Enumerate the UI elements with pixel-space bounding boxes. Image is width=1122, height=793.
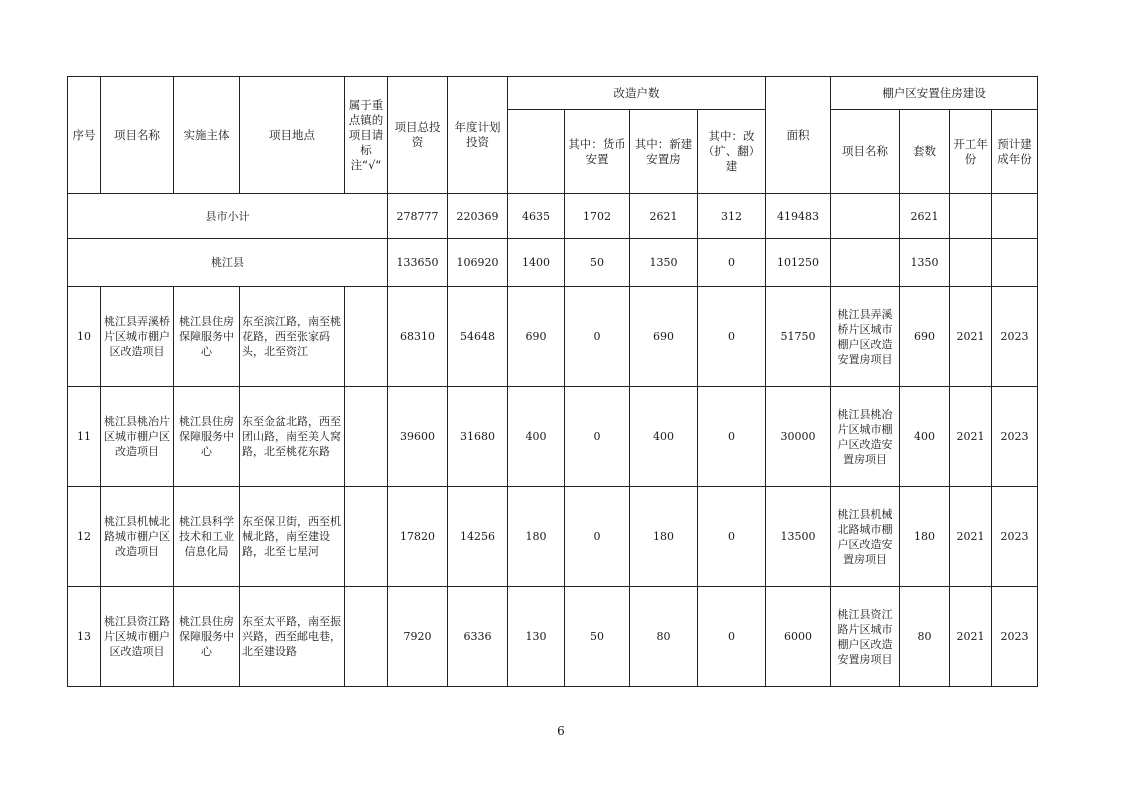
table-row [68,587,1038,687]
summary-hh-renovate: 312 [698,194,766,239]
cell-hh-renovate: 0 [698,387,766,487]
summary-h-units: 2621 [900,194,950,239]
header-area: 面积 [766,77,831,194]
cell-area: 51750 [766,287,831,387]
header-key-town: 属于重点镇的项目请标注“√“ [345,77,388,194]
summary-h-finish [992,239,1038,287]
cell-key-town [345,387,388,487]
header-project-name: 项目名称 [101,77,174,194]
cell-total-invest: 7920 [388,587,448,687]
cell-h-name: 桃江县机械北路城市棚户区改造安置房项目 [831,487,900,587]
cell-hh-new: 80 [630,587,698,687]
summary-h-start [950,239,992,287]
summary-hh-renovate: 0 [698,239,766,287]
cell-location: 东至保卫街，西至机械北路，南至建设路，北至七星河 [240,487,345,587]
cell-hh-new: 400 [630,387,698,487]
cell-hh-renovate: 0 [698,287,766,387]
cell-seq: 13 [68,587,101,687]
cell-location: 东至太平路，南至振兴路，西至邮电巷，北至建设路 [240,587,345,687]
cell-seq: 11 [68,387,101,487]
project-table [67,76,1038,687]
table-row [68,487,1038,587]
cell-project-name: 桃江县资江路片区城市棚户区改造项目 [101,587,174,687]
cell-hh-renovate: 0 [698,587,766,687]
header-housing-finish: 预计建成年份 [992,110,1038,194]
header-housing: 棚户区安置住房建设 [831,77,1038,110]
cell-households: 180 [508,487,565,587]
cell-seq: 12 [68,487,101,587]
cell-hh-new: 180 [630,487,698,587]
summary-h-name [831,239,900,287]
summary-annual-invest: 106920 [448,239,508,287]
summary-row [68,239,1038,287]
header-housing-start: 开工年份 [950,110,992,194]
cell-area: 30000 [766,387,831,487]
summary-hh-cash: 50 [565,239,630,287]
header-hh-renovate: 其中：改（扩、翻）建 [698,110,766,194]
cell-location: 东至滨江路，南至桃花路，西至张家码头，北至资江 [240,287,345,387]
cell-h-units: 400 [900,387,950,487]
summary-households: 1400 [508,239,565,287]
cell-h-start: 2021 [950,287,992,387]
cell-total-invest: 39600 [388,387,448,487]
summary-area: 101250 [766,239,831,287]
cell-hh-cash: 50 [565,587,630,687]
summary-area: 419483 [766,194,831,239]
cell-h-start: 2021 [950,487,992,587]
cell-h-name: 桃江县弄溪桥片区城市棚户区改造安置房项目 [831,287,900,387]
table-row [68,287,1038,387]
header-hh-cash: 其中：货币安置 [565,110,630,194]
header-location: 项目地点 [240,77,345,194]
cell-households: 690 [508,287,565,387]
cell-annual-invest: 6336 [448,587,508,687]
cell-area: 6000 [766,587,831,687]
summary-h-units: 1350 [900,239,950,287]
summary-households: 4635 [508,194,565,239]
cell-total-invest: 68310 [388,287,448,387]
cell-hh-cash: 0 [565,387,630,487]
cell-h-finish: 2023 [992,287,1038,387]
cell-hh-cash: 0 [565,487,630,587]
header-housing-units: 套数 [900,110,950,194]
cell-key-town [345,487,388,587]
header-seq: 序号 [68,77,101,194]
cell-h-start: 2021 [950,387,992,487]
cell-h-units: 80 [900,587,950,687]
cell-annual-invest: 54648 [448,287,508,387]
cell-households: 400 [508,387,565,487]
cell-h-finish: 2023 [992,587,1038,687]
cell-hh-new: 690 [630,287,698,387]
header-housing-name: 项目名称 [831,110,900,194]
summary-h-name [831,194,900,239]
cell-hh-cash: 0 [565,287,630,387]
cell-implementer: 桃江县住房保障服务中心 [174,287,240,387]
cell-annual-invest: 14256 [448,487,508,587]
cell-location: 东至金盆北路，西至团山路，南至美人窝路，北至桃花东路 [240,387,345,487]
cell-h-finish: 2023 [992,487,1038,587]
summary-h-start [950,194,992,239]
summary-hh-cash: 1702 [565,194,630,239]
cell-implementer: 桃江县科学技术和工业信息化局 [174,487,240,587]
summary-total-invest: 278777 [388,194,448,239]
cell-h-start: 2021 [950,587,992,687]
cell-key-town [345,287,388,387]
summary-hh-new: 2621 [630,194,698,239]
cell-implementer: 桃江县住房保障服务中心 [174,587,240,687]
cell-annual-invest: 31680 [448,387,508,487]
cell-implementer: 桃江县住房保障服务中心 [174,387,240,487]
header-total-invest: 项目总投资 [388,77,448,194]
summary-annual-invest: 220369 [448,194,508,239]
header-hh-total [508,110,565,194]
summary-hh-new: 1350 [630,239,698,287]
header-implementer: 实施主体 [174,77,240,194]
summary-label: 桃江县 [68,239,388,287]
table-row [68,387,1038,487]
page-number: 6 [557,724,565,738]
summary-h-finish [992,194,1038,239]
cell-seq: 10 [68,287,101,387]
cell-h-finish: 2023 [992,387,1038,487]
cell-project-name: 桃江县弄溪桥片区城市棚户区改造项目 [101,287,174,387]
summary-label: 县市小计 [68,194,388,239]
cell-h-units: 180 [900,487,950,587]
summary-row [68,194,1038,239]
cell-h-name: 桃江县桃冶片区城市棚户区改造安置房项目 [831,387,900,487]
header-hh-new: 其中：新建安置房 [630,110,698,194]
cell-hh-renovate: 0 [698,487,766,587]
cell-area: 13500 [766,487,831,587]
cell-key-town [345,587,388,687]
header-annual-invest: 年度计划投资 [448,77,508,194]
cell-project-name: 桃江县桃冶片区城市棚户区改造项目 [101,387,174,487]
header-households: 改造户数 [508,77,766,110]
cell-h-name: 桃江县资江路片区城市棚户区改造安置房项目 [831,587,900,687]
summary-total-invest: 133650 [388,239,448,287]
cell-households: 130 [508,587,565,687]
cell-total-invest: 17820 [388,487,448,587]
cell-project-name: 桃江县机械北路城市棚户区改造项目 [101,487,174,587]
cell-h-units: 690 [900,287,950,387]
